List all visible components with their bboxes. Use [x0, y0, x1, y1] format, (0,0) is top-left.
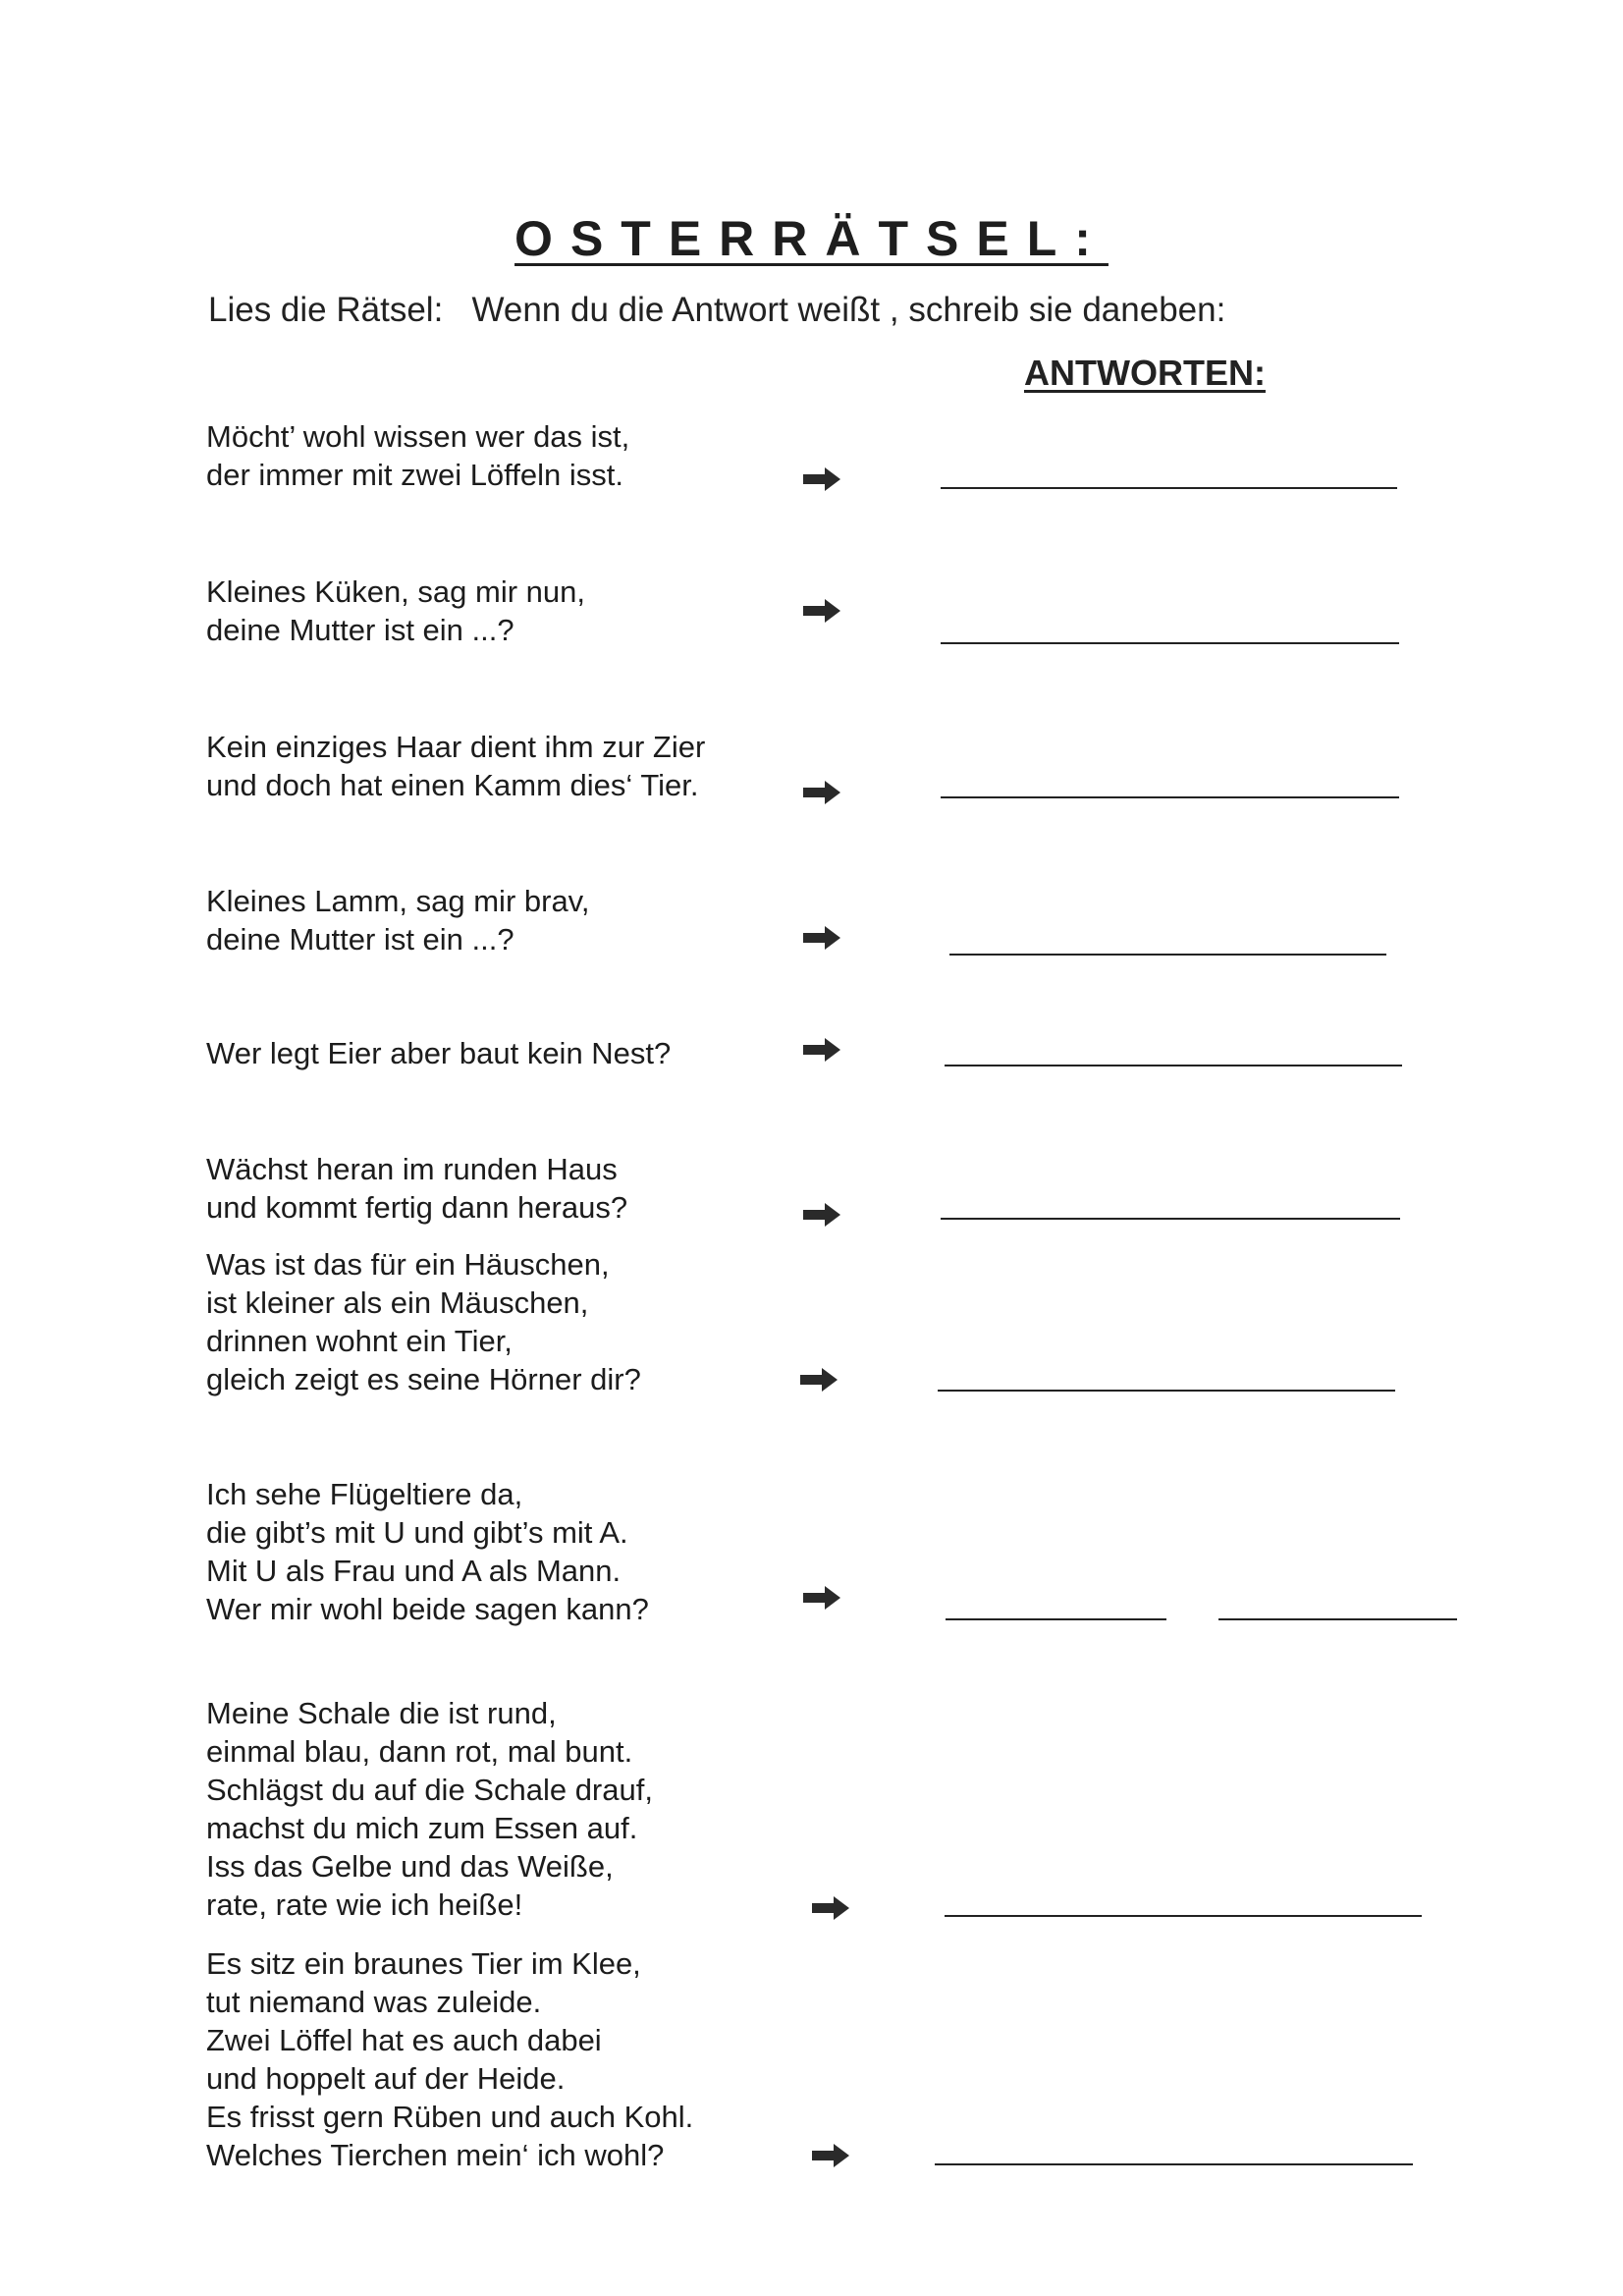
riddle-line: Es sitz ein braunes Tier im Klee,	[206, 1946, 641, 1981]
riddle-6	[206, 1150, 627, 1227]
riddle-3	[206, 728, 705, 804]
riddle-4	[206, 882, 590, 958]
riddle-line: einmal blau, dann rot, mal bunt.	[206, 1734, 633, 1769]
riddle-line: Wer legt Eier aber baut kein Nest?	[206, 1036, 672, 1070]
riddle-line: gleich zeigt es seine Hörner dir?	[206, 1362, 641, 1396]
answer-blank-line[interactable]	[946, 1618, 1166, 1620]
page-title: OSTERRÄTSEL:	[514, 211, 1109, 266]
riddle-line: Kein einziges Haar dient ihm zur Zier	[206, 730, 706, 764]
riddle-line: Es frisst gern Rüben und auch Kohl.	[206, 2100, 694, 2134]
riddle-line: Möcht’ wohl wissen wer das ist,	[206, 419, 630, 454]
riddle-5	[206, 1034, 671, 1072]
riddle-line: Wächst heran im runden Haus	[206, 1152, 618, 1186]
answer-blank-line[interactable]	[945, 1065, 1402, 1066]
riddle-line: Meine Schale die ist rund,	[206, 1696, 557, 1730]
riddle-line: die gibt’s mit U und gibt’s mit A.	[206, 1515, 628, 1550]
right-arrow-icon	[803, 1203, 840, 1227]
riddle-line: und hoppelt auf der Heide.	[206, 2061, 566, 2096]
answers-header: ANTWORTEN:	[1024, 353, 1266, 393]
riddle-7	[206, 1245, 641, 1398]
riddle-8	[206, 1475, 649, 1628]
right-arrow-icon	[803, 926, 840, 950]
answer-blank-line[interactable]	[941, 1218, 1400, 1220]
riddle-line: Welches Tierchen mein‘ ich wohl?	[206, 2138, 665, 2172]
right-arrow-icon	[800, 1368, 838, 1392]
answer-blank-line[interactable]	[949, 954, 1386, 956]
right-arrow-icon	[803, 781, 840, 804]
riddle-2	[206, 573, 585, 649]
right-arrow-icon	[812, 1896, 849, 1920]
riddle-1	[206, 417, 629, 494]
answer-blank-line[interactable]	[945, 1915, 1422, 1917]
riddle-line: Ich sehe Flügeltiere da,	[206, 1477, 523, 1511]
riddle-line: Zwei Löffel hat es auch dabei	[206, 2023, 602, 2057]
answer-blank-line[interactable]	[941, 487, 1397, 489]
riddle-line: Iss das Gelbe und das Weiße,	[206, 1849, 614, 1884]
riddle-9	[206, 1694, 653, 1924]
riddle-line: ist kleiner als ein Mäuschen,	[206, 1285, 589, 1320]
riddle-line: Wer mir wohl beide sagen kann?	[206, 1592, 649, 1626]
right-arrow-icon	[803, 599, 840, 623]
answer-blank-line[interactable]	[941, 642, 1399, 644]
riddle-line: deine Mutter ist ein ...?	[206, 922, 514, 957]
instructions-text: Lies die Rätsel: Wenn du die Antwort weißt , schreib sie daneben:	[208, 291, 1226, 329]
riddle-line: tut niemand was zuleide.	[206, 1985, 542, 2019]
right-arrow-icon	[803, 1586, 840, 1610]
riddle-line: Kleines Lamm, sag mir brav,	[206, 884, 590, 918]
right-arrow-icon	[803, 1038, 840, 1062]
answer-blank-line[interactable]	[935, 2163, 1413, 2165]
riddle-line: machst du mich zum Essen auf.	[206, 1811, 638, 1845]
riddle-line: Kleines Küken, sag mir nun,	[206, 574, 585, 609]
riddle-line: drinnen wohnt ein Tier,	[206, 1324, 513, 1358]
answer-blank-line[interactable]	[1218, 1618, 1457, 1620]
answer-blank-line[interactable]	[938, 1390, 1395, 1392]
right-arrow-icon	[812, 2144, 849, 2167]
riddle-line: deine Mutter ist ein ...?	[206, 613, 514, 647]
riddle-line: und doch hat einen Kamm dies‘ Tier.	[206, 768, 699, 802]
riddle-line: Mit U als Frau und A als Mann.	[206, 1554, 622, 1588]
riddle-10	[206, 1944, 693, 2174]
riddle-line: und kommt fertig dann heraus?	[206, 1190, 628, 1225]
riddle-line: rate, rate wie ich heiße!	[206, 1887, 523, 1922]
right-arrow-icon	[803, 467, 840, 491]
riddle-line: Schlägst du auf die Schale drauf,	[206, 1773, 653, 1807]
riddle-line: Was ist das für ein Häuschen,	[206, 1247, 610, 1282]
riddle-line: der immer mit zwei Löffeln isst.	[206, 458, 623, 492]
answer-blank-line[interactable]	[941, 796, 1399, 798]
